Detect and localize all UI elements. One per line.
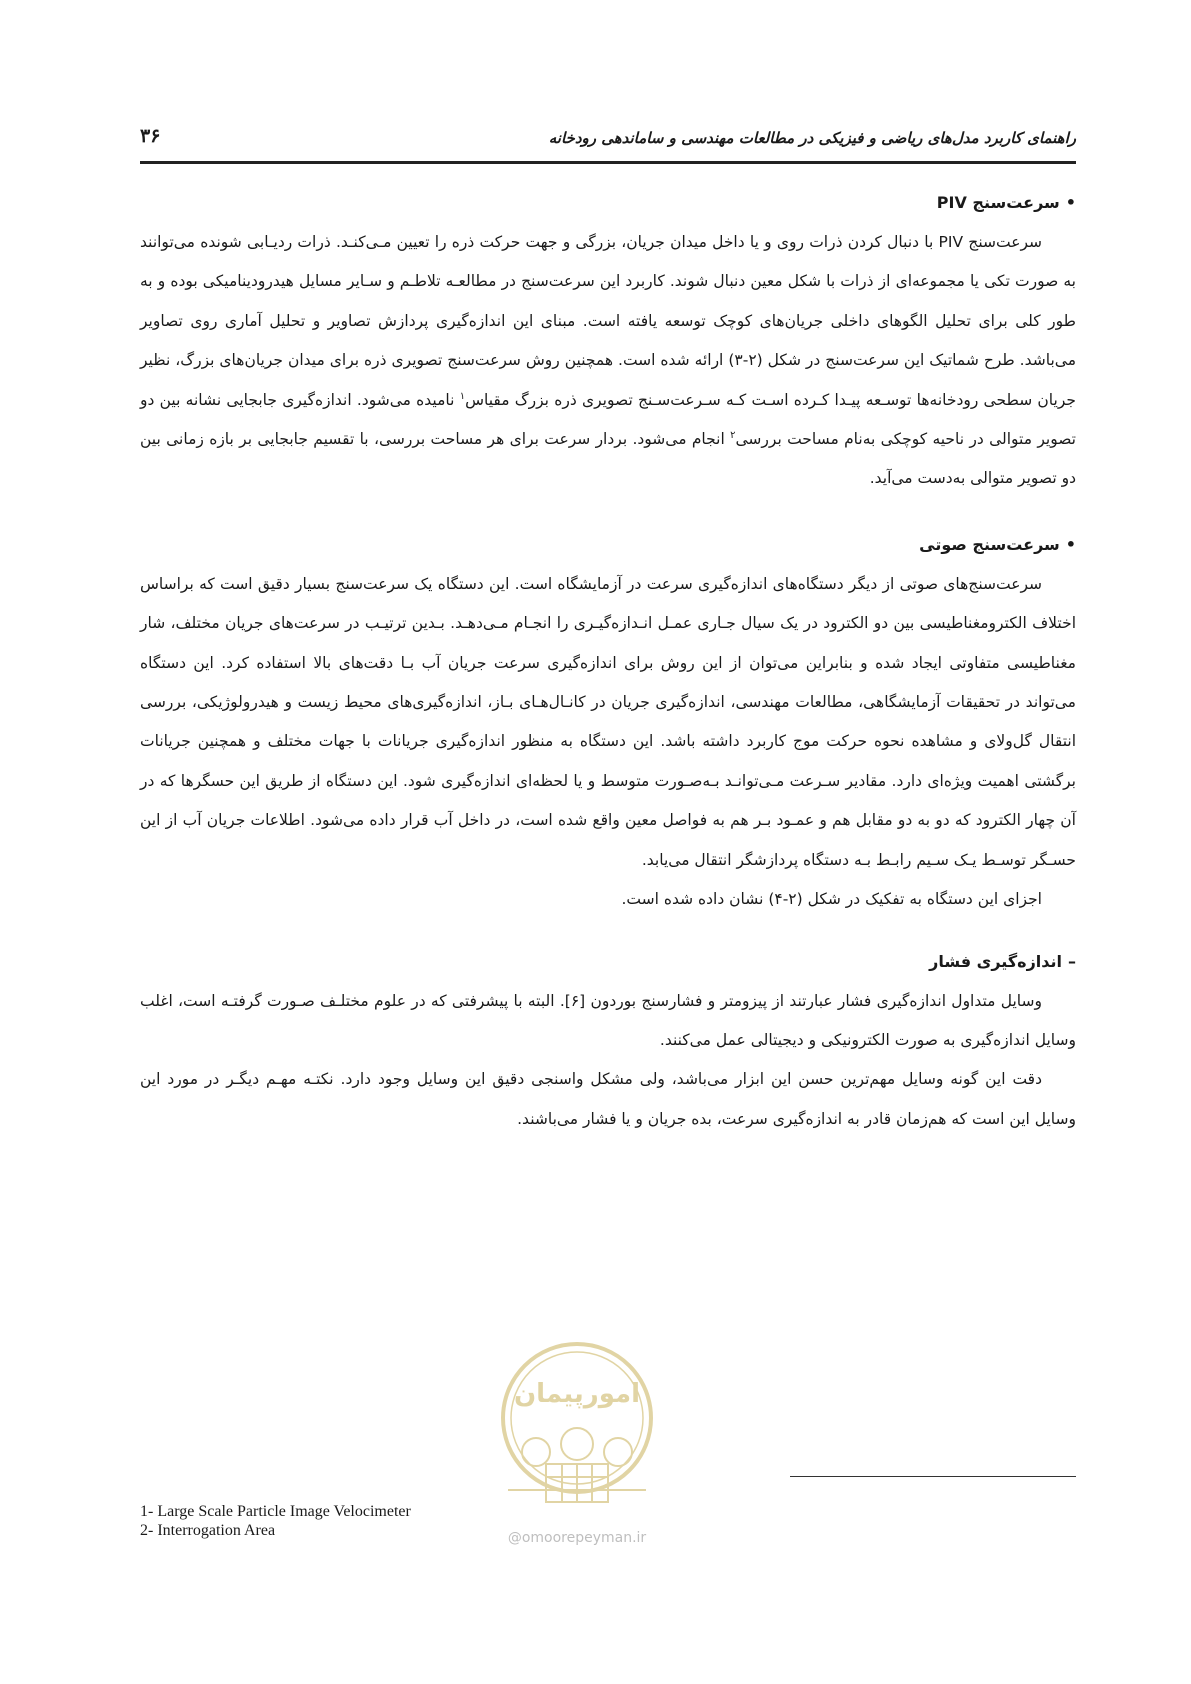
footnote-separator bbox=[790, 1476, 1076, 1477]
paragraph-acoustic: سرعت‌سنج‌های صوتی از دیگر دستگاه‌های اندازه‌گیری سرعت در آزمایشگاه است. این دستگاه یک سرعت‌سنج بسیار دقیق است که براساس اختلاف الکترومغناطیسی بین دو الکترود در یک سیال جـاری عمـل انـدازه‌گیـری را انجـام مـی‌دهـد. بـدین ترتیـب در سرعت‌های جریان مختلف، شار مغناطیسی متفاوتی ایجاد شده و بنابراین می‌توان از این روش برای اندازه‌گیری سرعت جریان آب بـا دقت‌های بالا استفاده کرد. این دستگاه می‌تواند در تحقیقات آزمایشگاهی، مطالعات مهندسی، اندازه‌گیری جریان در کانـال‌هـای بـاز، اندازه‌گیری‌های محیط زیست و هیدرولوژیکی، بررسی انتقال گل‌ولای و مشاهده نحوه حرکت موج کاربرد داشته باشد. این دستگاه به منظور اندازه‌گیری جریانات با جهات مختلف و همچنین جریانات برگشتی اهمیت ویژه‌ای دارد. مقادیر سـرعت مـی‌توانـد بـه‌صـورت متوسط و یا لحظه‌ای اندازه‌گیری شود. این دستگاه از طریق این حسگرها که در آن چهار الکترود که دو به دو مقابل هم و عمـود بـر هم به فواصل معین واقع شده است، در داخل آب قرار داده می‌شود. اطلاعات جریان آب از این حسـگر توسـط یـک سـیم رابـط بـه دستگاه پردازشگر انتقال می‌یابد. bbox=[140, 574, 1076, 869]
footnotes bbox=[140, 1502, 411, 1540]
page-body bbox=[140, 183, 1076, 1139]
paragraph-text: انجام می‌شود. بردار سرعت برای هر مساحت بررسی، با تقسیم جابجایی بر بازه زمانی بین دو تصویر متوالی به‌دست می‌آید. bbox=[140, 430, 1076, 488]
bullet: • bbox=[1065, 193, 1076, 212]
watermark-logo bbox=[488, 1340, 666, 1550]
heading-text: اندازه‌گیری فشار bbox=[929, 951, 1062, 971]
paragraph-pressure-1: وسایل متداول اندازه‌گیری فشار عبارتند از پیزومتر و فشارسنج بوردون [۶]. البته با پیشرفتی که در علوم مختلـف صـورت گرفتـه است، اغلب وسایل اندازه‌گیری به صورت الکترونیکی و دیجیتالی عمل می‌کنند. bbox=[140, 991, 1076, 1049]
watermark-caption: @omoorepeyman.ir bbox=[507, 1530, 647, 1546]
section-heading-pressure bbox=[140, 942, 1076, 982]
footnote-2: 2- Interrogation Area bbox=[140, 1522, 276, 1539]
page-number: ۳۶ bbox=[140, 125, 161, 147]
paragraph-piv bbox=[140, 223, 1076, 499]
running-title: راهنمای کاربرد مدل‌های ریاضی و فیزیکی در مطالعات مهندسی و ساماندهی رودخانه bbox=[548, 129, 1076, 147]
footnote-ref-1: ۱ bbox=[459, 390, 466, 402]
heading-text: سرعت‌سنج PIV bbox=[936, 193, 1060, 212]
bullet: • bbox=[1065, 534, 1076, 554]
footnote-1: 1- Large Scale Particle Image Velocimeter bbox=[140, 1503, 411, 1520]
paragraph-acoustic-figure-ref: اجزای این دستگاه به تفکیک در شکل (۲-۴) نشان داده شده است. bbox=[621, 890, 1042, 909]
watermark-logo-text: امورپیمان bbox=[513, 1379, 641, 1409]
page-header bbox=[140, 125, 1076, 164]
section-heading-piv bbox=[140, 183, 1076, 223]
watermark-emblem-icon bbox=[488, 1340, 666, 1530]
section-heading-acoustic bbox=[140, 525, 1076, 565]
paragraph-text: سرعت‌سنج PIV با دنبال کردن ذرات روی و یا داخل میدان جریان، بزرگی و جهت حرکت ذره را تعیین مـی‌کنـد. ذرات ردیـابی شونده می‌توانند به صورت تکی یا مجموعه‌ای از ذرات با شکل معین دنبال شوند. کاربرد این سرعت‌سنج در مطالعـه تلاطـم و سـایر مسایل هیدرودینامیکی بوده و به طور کلی برای تحلیل الگوهای داخلی جریان‌های کوچک توسعه یافته است. مبنای این اندازه‌گیری پردازش تصاویر و تحلیل آماری روی تصاویر می‌باشد. طرح شماتیک این سرعت‌سنج در شکل (۲-۳) ارائه شده است. همچنین روش سرعت‌سنج تصویری ذره برای میدان جریان‌های بزرگ، نظیر جریان سطحی رودخانه‌ها توسـعه پیـدا کـرده اسـت کـه سـرعت‌سـنج تصویری ذره بزرگ مقیاس bbox=[140, 233, 1076, 409]
paragraph-text: نامیده می‌شود. اندازه‌گیری جابجایی نشانه بین دو تصویر متوالی در ناحیه کوچکی به‌نام مساحت بررسی bbox=[140, 390, 1076, 449]
footnote-ref-2: ۲ bbox=[730, 429, 736, 441]
paragraph-pressure-2: دقت این گونه وسایل مهم‌ترین حسن این ابزار می‌باشد، ولی مشکل واسنجی دقیق این وسایل وجود دارد. نکتـه مهـم دیگـر در مورد این وسایل این است که هم‌زمان قادر به اندازه‌گیری سرعت، بده جریان و یا فشار می‌باشند. bbox=[140, 1070, 1076, 1128]
dash: – bbox=[1068, 951, 1076, 971]
heading-text: سرعت‌سنج صوتی bbox=[919, 534, 1060, 554]
